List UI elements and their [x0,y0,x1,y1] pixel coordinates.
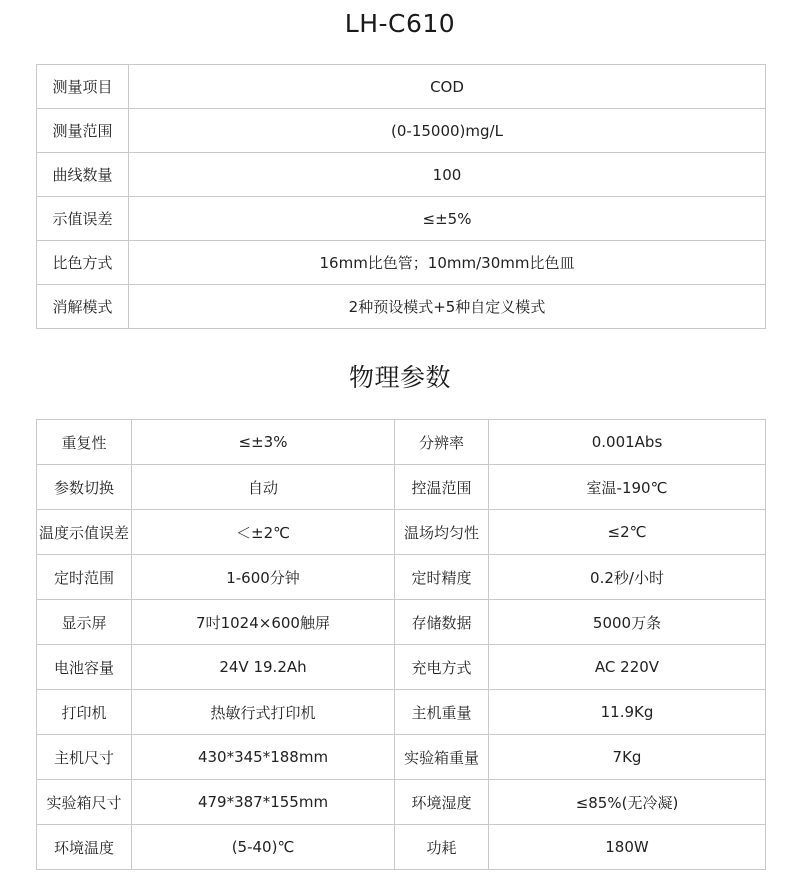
param-value-cell: 热敏行式打印机 [132,690,395,735]
spec-label-cell: 消解模式 [37,285,129,329]
param-label-cell: 功耗 [395,825,489,870]
spec-value-cell: (0-15000)mg/L [129,109,766,153]
param-label-cell: 环境温度 [37,825,132,870]
table-row [37,690,766,735]
table-row [37,420,766,465]
spec-table [36,64,766,329]
table-row [37,241,766,285]
param-label-cell: 实验箱尺寸 [37,780,132,825]
param-value-cell: 自动 [132,465,395,510]
param-label-cell: 主机尺寸 [37,735,132,780]
param-label-cell: 分辨率 [395,420,489,465]
spec-label-cell: 测量范围 [37,109,129,153]
physical-table-body [37,420,766,870]
param-value-cell: 430*345*188mm [132,735,395,780]
param-value-cell: 7Kg [489,735,766,780]
model-title: LH-C610 [344,9,456,38]
param-label-cell: 温场均匀性 [395,510,489,555]
table-row [37,197,766,241]
table-row [37,285,766,329]
param-value-cell: 180W [489,825,766,870]
table-row [37,465,766,510]
param-value-cell: AC 220V [489,645,766,690]
param-label-cell: 温度示值误差 [37,510,132,555]
param-value-cell: 0.001Abs [489,420,766,465]
spec-label-cell: 曲线数量 [37,153,129,197]
spec-label-cell: 测量项目 [37,65,129,109]
physical-params-title: 物理参数 [348,363,451,392]
param-value-cell: 7吋1024×600触屏 [132,600,395,645]
param-value-cell: ＜±2℃ [132,510,395,555]
spec-label-cell: 比色方式 [37,241,129,285]
table-row [37,109,766,153]
table-row [37,735,766,780]
param-label-cell: 实验箱重量 [395,735,489,780]
param-label-cell: 打印机 [37,690,132,735]
param-label-cell: 存储数据 [395,600,489,645]
spec-value-cell: COD [129,65,766,109]
table-row [37,555,766,600]
param-value-cell: 24V 19.2Ah [132,645,395,690]
table-row [37,600,766,645]
param-label-cell: 参数切换 [37,465,132,510]
param-label-cell: 控温范围 [395,465,489,510]
param-label-cell: 电池容量 [37,645,132,690]
spec-value-cell: 16mm比色管；10mm/30mm比色皿 [129,241,766,285]
table-row [37,510,766,555]
param-label-cell: 定时范围 [37,555,132,600]
param-label-cell: 充电方式 [395,645,489,690]
table-row [37,645,766,690]
param-label-cell: 定时精度 [395,555,489,600]
spec-value-cell: 2种预设模式+5种自定义模式 [129,285,766,329]
spec-value-cell: 100 [129,153,766,197]
param-value-cell: 室温-190℃ [489,465,766,510]
physical-params-table [36,419,766,870]
param-label-cell: 显示屏 [37,600,132,645]
param-value-cell: ≤85%(无冷凝) [489,780,766,825]
param-value-cell: ≤±3% [132,420,395,465]
param-value-cell: (5-40)℃ [132,825,395,870]
param-label-cell: 重复性 [37,420,132,465]
param-value-cell: ≤2℃ [489,510,766,555]
table-row [37,780,766,825]
table-row [37,825,766,870]
param-value-cell: 11.9Kg [489,690,766,735]
table-row [37,153,766,197]
spec-table-body [37,65,766,329]
param-label-cell: 环境湿度 [395,780,489,825]
param-value-cell: 479*387*155mm [132,780,395,825]
spec-label-cell: 示值误差 [37,197,129,241]
param-label-cell: 主机重量 [395,690,489,735]
param-value-cell: 5000万条 [489,600,766,645]
table-row [37,65,766,109]
spec-value-cell: ≤±5% [129,197,766,241]
param-value-cell: 0.2秒/小时 [489,555,766,600]
param-value-cell: 1-600分钟 [132,555,395,600]
